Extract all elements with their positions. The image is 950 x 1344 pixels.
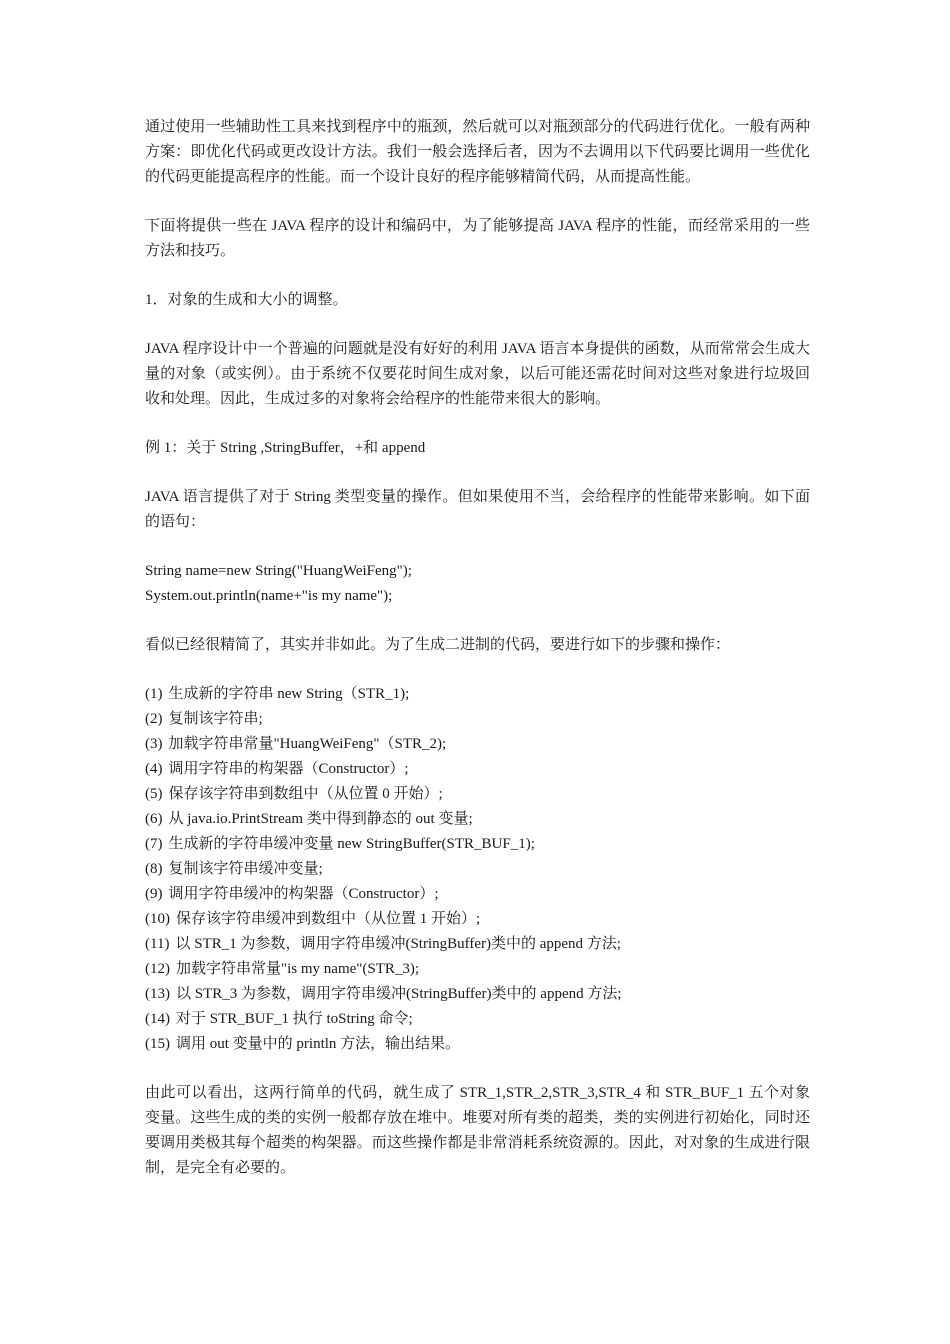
step-number: (9)	[145, 886, 163, 902]
step-item	[145, 857, 810, 882]
step-text: 加载字符串常量"HuangWeiFeng"（STR_2);	[168, 736, 447, 752]
document-page	[145, 115, 810, 1205]
seems-simple-paragraph: 看似已经很精简了，其实并非如此。为了生成二进制的代码，要进行如下的步骤和操作：	[145, 637, 731, 653]
code-block	[145, 559, 810, 609]
step-text: 生成新的字符串 new String（STR_1);	[168, 686, 410, 702]
step-text: 保存该字符串缓冲到数组中（从位置 1 开始）;	[176, 911, 481, 927]
step-text: 保存该字符串到数组中（从位置 0 开始）;	[168, 786, 443, 802]
step-number: (3)	[145, 736, 163, 752]
step-item	[145, 1007, 810, 1032]
step-number: (6)	[145, 811, 163, 827]
step-item	[145, 732, 810, 757]
step-text: 加载字符串常量"is my name"(STR_3);	[176, 961, 420, 977]
example-heading: 例 1：关于 String ,StringBuffer，+和 append	[145, 440, 426, 456]
step-number: (12)	[145, 961, 170, 977]
step-item	[145, 682, 810, 707]
conclusion-paragraph: 由此可以看出，这两行简单的代码，就生成了 STR_1,STR_2,STR_3,STR_4 和 STR_BUF_1 五个对象变量。这些生成的类的实例一般都存放在堆中。堆要对所有类的超类，类的实例进行初始化，同时还要调用类极其每个超类的构架器。而这些操作都是非常消耗系统资源的。因此，对对象的生成进行限制，是完全有必要的。	[145, 1085, 810, 1176]
step-number: (14)	[145, 1011, 170, 1027]
step-number: (13)	[145, 986, 170, 1002]
step-number: (15)	[145, 1036, 170, 1052]
step-item	[145, 957, 810, 982]
problem-paragraph: JAVA 程序设计中一个普遍的问题就是没有好好的利用 JAVA 语言本身提供的函数，从而常常会生成大量的对象（或实例）。由于系统不仅要花时间生成对象，以后可能还需花时间对这些对象进行垃圾回收和处理。因此，生成过多的对象将会给程序的性能带来很大的影响。	[145, 341, 810, 407]
step-number: (4)	[145, 761, 163, 777]
step-text: 复制该字符串;	[168, 711, 263, 727]
step-item	[145, 932, 810, 957]
step-number: (11)	[145, 936, 170, 952]
step-text: 以 STR_1 为参数，调用字符串缓冲(StringBuffer)类中的 append 方法;	[175, 936, 621, 952]
step-number: (8)	[145, 861, 163, 877]
methods-paragraph: 下面将提供一些在 JAVA 程序的设计和编码中，为了能够提高 JAVA 程序的性能，而经常采用的一些方法和技巧。	[145, 218, 810, 259]
step-item	[145, 882, 810, 907]
intro-paragraph: 通过使用一些辅助性工具来找到程序中的瓶颈，然后就可以对瓶颈部分的代码进行优化。一般有两种方案：即优化代码或更改设计方法。我们一般会选择后者，因为不去调用以下代码要比调用一些优化的代码更能提高程序的性能。而一个设计良好的程序能够精简代码，从而提高性能。	[145, 119, 810, 185]
step-item	[145, 757, 810, 782]
step-item	[145, 1032, 810, 1057]
step-item	[145, 807, 810, 832]
step-number: (5)	[145, 786, 163, 802]
step-item	[145, 982, 810, 1007]
step-text: 生成新的字符串缓冲变量 new StringBuffer(STR_BUF_1);	[168, 836, 535, 852]
step-text: 复制该字符串缓冲变量;	[168, 861, 323, 877]
step-number: (10)	[145, 911, 170, 927]
step-text: 从 java.io.PrintStream 类中得到静态的 out 变量;	[168, 811, 473, 827]
step-text: 调用字符串缓冲的构架器（Constructor）;	[168, 886, 439, 902]
step-number: (1)	[145, 686, 163, 702]
step-item	[145, 832, 810, 857]
step-item	[145, 907, 810, 932]
steps-list	[145, 682, 810, 1057]
step-item	[145, 707, 810, 732]
step-text: 对于 STR_BUF_1 执行 toString 命令;	[176, 1011, 413, 1027]
step-item	[145, 782, 810, 807]
section-heading: 1．对象的生成和大小的调整。	[145, 292, 348, 308]
step-text: 调用字符串的构架器（Constructor）;	[168, 761, 409, 777]
code-line: System.out.println(name+"is my name");	[145, 588, 393, 604]
step-number: (7)	[145, 836, 163, 852]
step-text: 以 STR_3 为参数，调用字符串缓冲(StringBuffer)类中的 append 方法;	[176, 986, 622, 1002]
code-line: String name=new String("HuangWeiFeng");	[145, 563, 412, 579]
string-ops-paragraph: JAVA 语言提供了对于 String 类型变量的操作。但如果使用不当，会给程序的性能带来影响。如下面的语句：	[145, 489, 810, 530]
step-number: (2)	[145, 711, 163, 727]
step-text: 调用 out 变量中的 println 方法，输出结果。	[176, 1036, 461, 1052]
